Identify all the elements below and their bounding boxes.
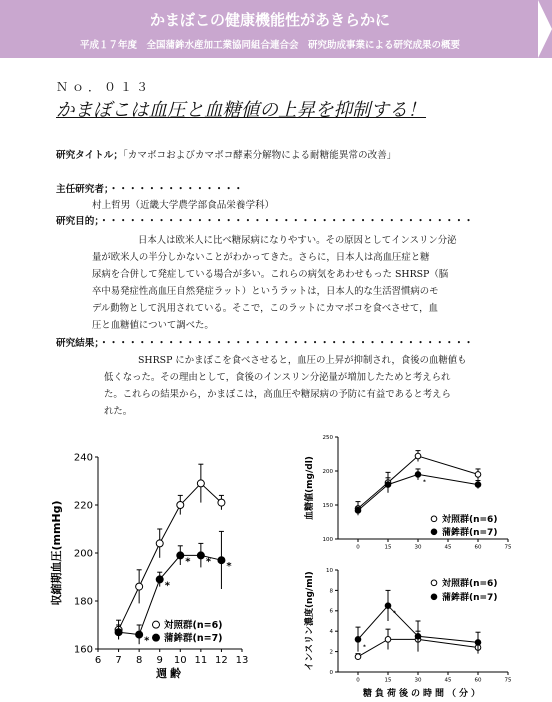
x-tick-label: 6: [94, 655, 102, 666]
investigator-name: 村上哲男（近畿大学農学部食品栄養学科）: [92, 200, 275, 211]
x-tick-label: 30: [414, 544, 422, 550]
data-point: [415, 472, 421, 478]
data-point: [415, 453, 421, 459]
x-tick-label: 15: [384, 544, 392, 550]
legend-marker: [153, 621, 160, 628]
y-tick-label: 100: [322, 536, 333, 543]
significance-mark: *: [144, 635, 150, 647]
y-axis-label: 血糖値(mg/dl): [305, 456, 315, 520]
data-point: [177, 552, 184, 559]
significance-mark: *: [363, 644, 366, 651]
legend-marker: [431, 594, 437, 600]
legend-label: 対照群(n=6): [164, 620, 223, 631]
y-tick-label: 4: [329, 629, 333, 636]
data-point: [197, 552, 204, 559]
significance-mark: *: [226, 561, 232, 573]
x-tick-label: 45: [444, 677, 452, 684]
significance-mark: *: [393, 610, 396, 617]
x-tick-label: 15: [384, 677, 392, 684]
data-point: [385, 603, 391, 609]
significance-mark: *: [185, 556, 191, 568]
purpose-line: 日本人は欧米人に比べ糖尿病になりやすい。その原因としてインスリン分泌: [138, 235, 457, 246]
y-tick-label: 180: [73, 596, 93, 608]
x-tick-label: 60: [474, 677, 482, 684]
data-point: [156, 576, 163, 583]
data-point: [218, 499, 225, 506]
data-point: [355, 508, 361, 514]
purpose-line: 卒中易発症性高血圧自然発症ラット）というラットは，日本人的な生活習慣病のモ: [92, 286, 439, 297]
legend-marker: [431, 580, 437, 586]
significance-mark: *: [205, 556, 212, 568]
blood-pressure-chart: [44, 445, 254, 695]
research-title-row: [56, 148, 396, 165]
legend-marker: [431, 516, 437, 522]
x-tick-label: 9: [156, 655, 163, 666]
legend-label: 蒲鉾群(n=7): [164, 633, 223, 644]
result-text: [104, 352, 502, 420]
result-line: れた。: [104, 406, 133, 417]
series-line: [358, 456, 478, 508]
page-title: かまぼこは血圧と血糖値の上昇を抑制する！: [56, 100, 427, 121]
x-tick-label: 60: [474, 544, 482, 550]
result-label: 研究結果；・・・・・・・・・・・・・・・・・・・・・・・・・・・・・・・・・・・・・・・: [56, 338, 474, 349]
y-tick-label: 2: [329, 649, 333, 656]
blood-glucose-chart: [300, 425, 520, 550]
x-tick-label: 10: [173, 655, 187, 666]
x-tick-label: 7: [115, 655, 122, 666]
purpose-line: 量が欧米人の半分しかないことがわかってきた。さらに，日本人は高血圧症と糖: [92, 252, 430, 263]
legend-label: 蒲鉾群(n=7): [442, 593, 498, 603]
data-point: [115, 629, 122, 636]
y-tick-label: 6: [329, 608, 333, 615]
x-tick-label: 8: [135, 655, 143, 666]
significance-mark: *: [423, 479, 426, 486]
purpose-text: [92, 232, 502, 334]
banner-arrow-icon: [538, 0, 552, 58]
x-tick-label: 0: [356, 677, 360, 684]
data-point: [475, 482, 481, 488]
y-tick-label: 160: [73, 644, 93, 656]
x-axis-label: 週齢: [156, 667, 184, 680]
data-point: [355, 654, 361, 660]
data-point: [136, 583, 143, 590]
data-point: [136, 631, 143, 638]
header-title: かまぼこの健康機能性があきらかに: [149, 11, 390, 29]
data-point: [197, 480, 204, 487]
data-point: [177, 502, 184, 509]
y-tick-label: 250: [322, 434, 333, 441]
x-axis-label: 糖負荷後の時間（分）: [362, 689, 484, 699]
report-number: Ｎｏ．０１３: [56, 80, 153, 94]
y-axis-label: インスリン濃度(ng/ml): [305, 571, 315, 671]
data-point: [218, 557, 225, 564]
header-banner: [0, 0, 552, 58]
purpose-line: 尿病を合併して発症している場合が多い。これらの病気をあわせもった SHRSP（脳: [92, 269, 449, 280]
x-tick-label: 13: [235, 655, 249, 666]
legend-label: 蒲鉾群(n=7): [442, 528, 498, 538]
y-tick-label: 220: [73, 500, 93, 512]
legend-marker: [153, 634, 160, 641]
purpose-label: 研究目的；・・・・・・・・・・・・・・・・・・・・・・・・・・・・・・・・・・・・・・・: [56, 216, 474, 227]
legend-label: 対照群(n=6): [442, 515, 498, 525]
data-point: [385, 637, 391, 643]
data-point: [475, 472, 481, 478]
result-line: 低くなった。その理由として，食後のインスリン分泌量が増加したためと考えられ: [104, 372, 451, 383]
y-tick-label: 8: [329, 588, 333, 595]
data-point: [355, 637, 361, 643]
purpose-line: デル動物として汎用されている。そこで，このラットにカマボコを食べさせて，血: [92, 303, 438, 314]
legend-label: 対照群(n=6): [442, 579, 498, 589]
x-tick-label: 11: [194, 655, 208, 666]
result-line: SHRSP にかまぼこを食べさせると，血圧の上昇が抑制され，食後の血糖値も: [138, 355, 467, 366]
y-tick-label: 0: [329, 669, 333, 676]
y-tick-label: 240: [73, 452, 93, 464]
y-tick-label: 150: [322, 502, 333, 509]
x-tick-label: 45: [444, 544, 452, 550]
header-subtitle: 平成１７年度 全国蒲鉾水産加工業協同組合連合会 研究助成事業による研究成果の概要: [79, 40, 460, 51]
data-point: [415, 634, 421, 640]
y-tick-label: 200: [73, 548, 93, 560]
x-tick-label: 75: [504, 677, 512, 684]
data-point: [385, 482, 391, 488]
insulin-chart: [300, 560, 520, 702]
y-axis-label: 収縮期血圧(mmHg): [50, 500, 63, 606]
result-line: た。これらの結果から，かまぼこは，高血圧や糖尿病の予防に有益であると考えら: [104, 389, 451, 400]
x-tick-label: 12: [215, 655, 228, 666]
x-tick-label: 0: [356, 544, 360, 550]
research-title-label: 研究タイトル；: [56, 150, 123, 161]
data-point: [475, 640, 481, 646]
investigator-label: 主任研究者；・・・・・・・・・・・・・・: [56, 184, 244, 195]
x-tick-label: 30: [414, 677, 422, 684]
y-tick-label: 200: [322, 468, 333, 475]
data-point: [156, 540, 163, 547]
legend-marker: [431, 529, 437, 535]
significance-mark: *: [164, 580, 170, 592]
x-tick-label: 75: [504, 544, 512, 550]
research-title: 「カマボコおよびカマボコ酵素分解物による耐糖能異常の改善」: [122, 150, 397, 161]
y-tick-label: 10: [326, 567, 333, 574]
purpose-line: 圧と血糖値について調べた。: [92, 320, 214, 331]
